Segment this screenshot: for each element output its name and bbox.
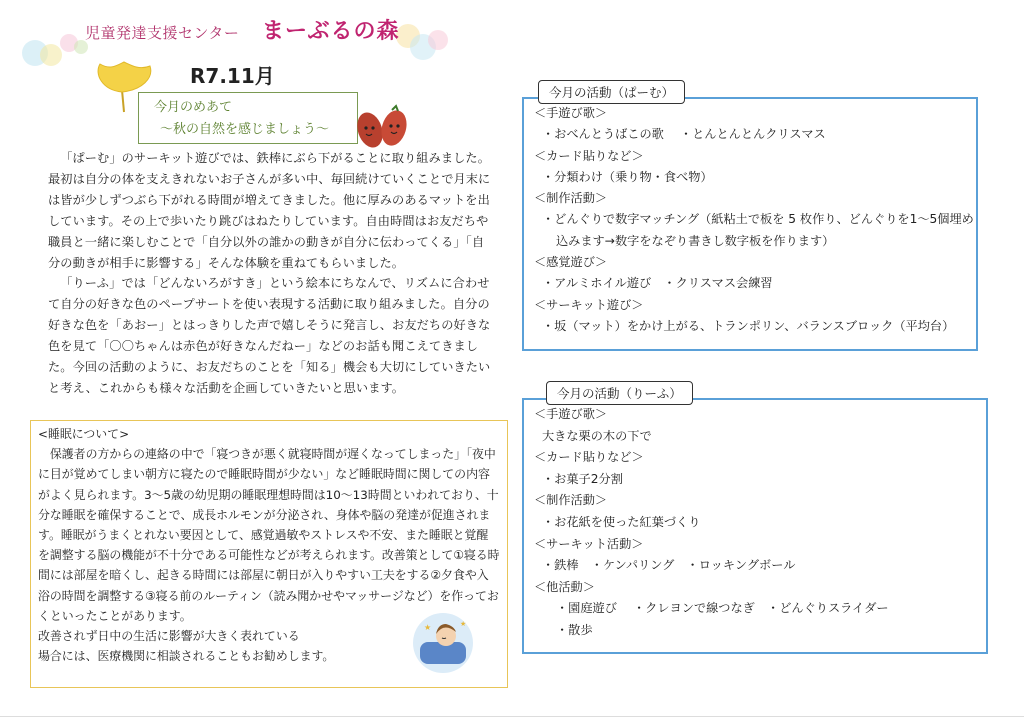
leaf-item: ・鉄棒 ・ケンパリング ・ロッキングボール [542,558,796,573]
leaf-category: ＜他活動＞ [534,579,595,594]
palm-item: ・分類わけ（乗り物・食べ物） [542,169,713,184]
leaf-item: ・お菓子2分割 [542,471,623,486]
main-paragraph-palm: 「ぱーむ」のサーキット遊びでは、鉄棒にぶら下がることに取り組みました。最初は自分の体を支えきれないお子さんが多い中、毎回続けていくことで月末には皆が少しずつぶら下がれる時間が増えてきました。他に厚みのあるマットを出しています。その上で歩いたり跳びはねたりしています。自由時間はお友だちや職員と一緒に楽しむことで「自分以外の誰かの動きが自分に伝わってくる」「自分の動きが相手に影響する」そんな体験を重ねてもらいました。 [48,151,491,270]
palm-item: ・アルミホイル遊び ・クリスマス会練習 [542,276,773,291]
palm-item: 込みます→数字をなぞり書きし数字板を作ります） [556,233,835,248]
leaf-item: ・お花紙を使った紅葉づくり [542,514,701,529]
palm-category: ＜サーキット遊び＞ [534,297,644,312]
svg-text:★: ★ [424,623,432,632]
sleep-advice-line-2: 場合には、医療機関に相談されることもお勧めします。 [38,649,335,664]
palm-activities-tab: 今月の活動（ぱーむ） [538,80,685,104]
leaf-activities-list [534,404,889,642]
sleep-heading: <睡眠について> [38,427,130,441]
palm-item: ・坂（マット）をかけ上がる、トランポリン、バランスブロック（平均台） [542,318,955,333]
sleep-body: 保護者の方からの連絡の中で「寝つきが悪く就寝時間が遅くなってしまった」「夜中に目が覚めてしまい朝方に寝たので睡眠時間が少ない」など睡眠時間に関しての内容がよく見られます。3～5歳の幼児期の睡眠理想時間は10～13時間といわれており、十分な睡眠を確保することで、成長ホルモンが分泌され、身体や脳の発達が促進されます。睡眠がうまくとれない要因として、感覚過敏やストレスや不安、また睡眠と覚醒を調整する脳の機能が不十分である可能性などが考えられます。改善策として①寝る時間には部屋を暗くし、起きる時間には部屋に朝日が入りやすい工夫をする②夕食や入浴の時間を調整する③寝る前のルーティン（読み聞かせやマッサージなど）を作っておくといったことがあります。 [38,447,500,623]
palm-category: ＜感覚遊び＞ [534,255,608,270]
decorative-dot [40,44,62,66]
palm-category: ＜制作活動＞ [534,191,608,206]
page-bottom-divider [0,716,1024,717]
leaf-category: ＜手遊び歌＞ [534,407,608,421]
sleep-advice-line-1: 改善されず日中の生活に影響が大きく表れている [38,629,300,644]
main-report-text [48,148,492,399]
main-paragraph-leaf: 「りーふ」では「どんないろがすき」という絵本にちなんで、リズムに合わせて自分の好きな色のペープサートを使い表現する活動に取り組みました。自分の好きな色を「あおー」とはっきりした声で嬉しそうに発言し、お友だちの好きな色を見て「〇〇ちゃんは赤色が好きなんだねー」などのお話も聞こえてきました。今回の活動のように、お友だちのことを「知る」機会も大切にしていきたいと考え、これからも様々な活動を企画していきたいと思います。 [48,276,491,395]
palm-item: ・どんぐりで数字マッチング（紙粘土で板を 5 枚作り、どんぐりを1～5個埋め [542,212,974,227]
leaf-activities-tab: 今月の活動（りーふ） [546,381,693,405]
sleeping-child-icon [410,612,476,674]
organization-label: 児童発達支援センター [85,24,240,42]
leaf-category: ＜カード貼りなど＞ [534,450,644,465]
palm-item: ・おべんとうばこの歌 ・とんとんとんクリスマス [542,127,826,142]
leaf-item: ・園庭遊び ・クレヨンで線つなぎ ・どんぐりスライダー [556,601,889,616]
palm-category: ＜手遊び歌＞ [534,106,608,120]
palm-activities-list [534,103,974,337]
leaf-item: 大きな栗の木の下で [542,428,652,443]
center-name: まーぶるの森 [262,19,400,44]
sweet-potato-icon [352,104,412,152]
month-label: R7.11月 [190,64,275,88]
svg-text:★: ★ [460,620,467,628]
palm-category: ＜カード貼りなど＞ [534,148,644,163]
decorative-dot [428,30,448,50]
leaf-category: ＜制作活動＞ [534,493,608,508]
goal-title: 今月のめあて [154,100,233,115]
leaf-category: ＜サーキット活動＞ [534,536,644,551]
goal-text: ～秋の自然を感じましょう～ [160,122,330,137]
leaf-item: ・散歩 [556,622,593,637]
